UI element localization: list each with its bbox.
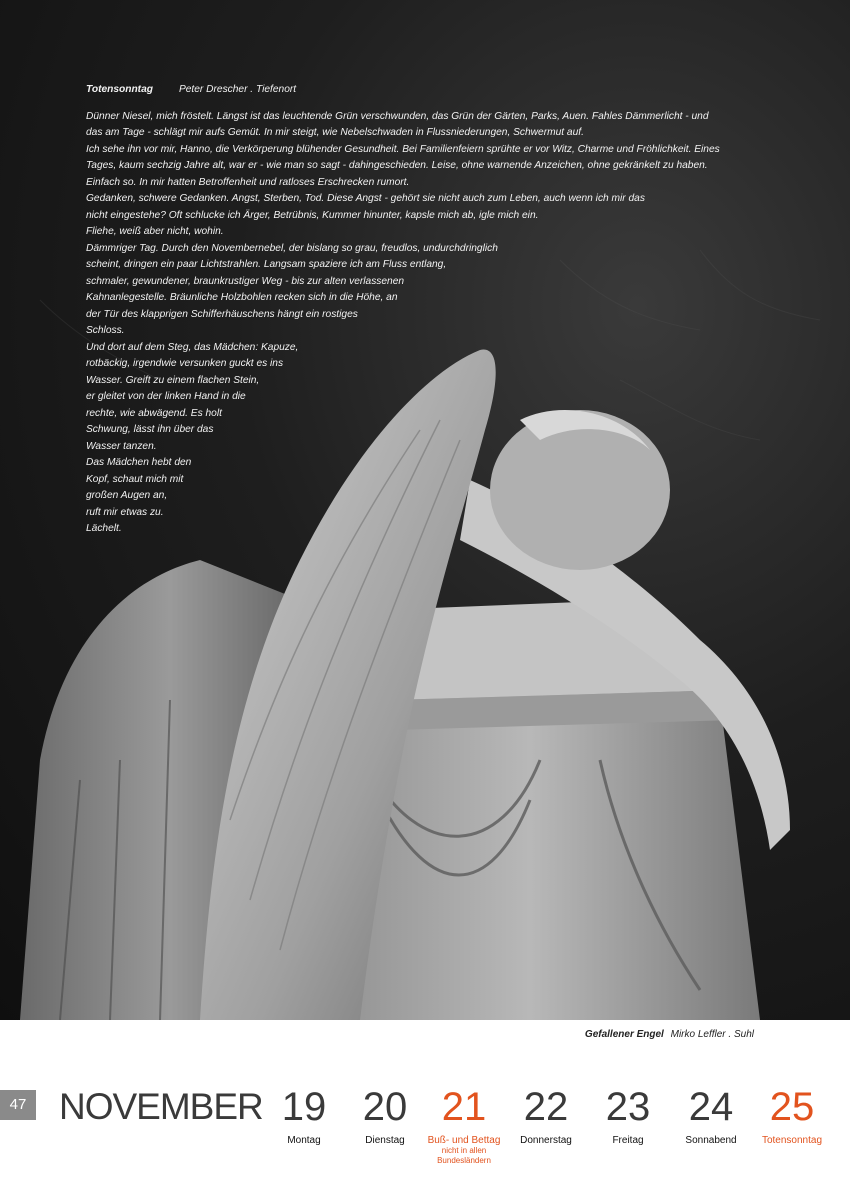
day-number: 21	[441, 1085, 487, 1129]
caption-author: Mirko Leffler . Suhl	[670, 1029, 754, 1040]
poem-line: Wasser. Greift zu einem flachen Stein,	[86, 374, 260, 386]
poem-body	[86, 109, 786, 538]
poem-line: er gleitet von der linken Hand in die	[86, 391, 246, 402]
poem-line: Tages, kaum sechzig Jahre alt, war er - wie man so sagt - dahingeschieden. Leise, ohne warnende Anzeichen, ohne gekränkelt zu haben.	[86, 160, 708, 171]
day-22	[503, 1081, 589, 1146]
day-24	[668, 1081, 754, 1146]
day-25	[749, 1081, 835, 1146]
day-name: Sonnabend	[685, 1135, 737, 1146]
caption-title: Gefallener Engel	[584, 1029, 664, 1040]
poem-line: großen Augen an,	[86, 490, 168, 501]
day-name: Donnerstag	[520, 1135, 572, 1146]
day-name: Freitag	[612, 1135, 644, 1146]
poem-line: Dünner Niesel, mich fröstelt. Längst ist das leuchtende Grün verschwunden, das Grün der Gärten, Parks, Auen. Fahles Dämmerlicht - und	[86, 110, 709, 122]
poem-line: Wasser tanzen.	[86, 440, 157, 452]
day-21	[421, 1081, 507, 1166]
poem-line: schmaler, gewundener, braunkrustiger Weg - bis zur alten verlassenen	[86, 275, 405, 287]
day-number: 19	[281, 1085, 327, 1129]
poem-line: rotbäckig, irgendwie versunken guckt es ins	[86, 358, 284, 369]
poem-line: das am Tage - schlägt mir aufs Gemüt. In mir steigt, wie Nebelschwaden in Flussniederungen, Schwermut auf.	[86, 127, 584, 138]
day-name: Montag	[287, 1135, 321, 1146]
poem-line: Kahnanlegestelle. Bräunliche Holzbohlen recken sich in die Höhe, an	[86, 292, 398, 303]
photo-caption	[585, 1029, 754, 1040]
day-19	[261, 1081, 347, 1146]
poem-line: Das Mädchen hebt den	[86, 457, 192, 468]
poem-line: Ich sehe ihn vor mir, Hanno, die Verkörperung blühender Gesundheit. Bei Familienfeiern sprühte er vor Witz, Charme und Fröhlichkeit. Eines	[86, 143, 720, 155]
poem-line: Und dort auf dem Steg, das Mädchen: Kapuze,	[86, 341, 299, 353]
poem-title: Totensonntag	[86, 84, 153, 95]
poem-line: ruft mir etwas zu.	[86, 506, 164, 518]
poem-text	[86, 82, 786, 538]
page-number: 47	[0, 1090, 36, 1120]
day-name: Totensonntag	[761, 1135, 823, 1146]
day-name: Dienstag	[365, 1135, 405, 1146]
day-number: 23	[605, 1085, 651, 1129]
month-name: NOVEMBER	[59, 1086, 263, 1127]
poem-line: scheint, dringen ein paar Lichtstrahlen. Langsam spaziere ich am Fluss entlang,	[86, 259, 447, 270]
poem-line: Kopf, schaut mich mit	[86, 473, 184, 485]
day-number: 25	[769, 1085, 815, 1129]
day-20	[342, 1081, 428, 1146]
day-number: 20	[362, 1085, 408, 1129]
poem-line: rechte, wie abwägend. Es holt	[86, 407, 222, 419]
poem-line: Fliehe, weiß aber nicht, wohin.	[86, 226, 224, 237]
day-name: Buß- und Bettag	[427, 1135, 501, 1146]
poem-line: der Tür des klapprigen Schifferhäuschens hängt ein rostiges	[86, 308, 358, 320]
poem-line: Schloss.	[86, 325, 125, 336]
poem-line: nicht eingestehe? Oft schlucke ich Ärger, Betrübnis, Kummer hinunter, kapsle mich ab, igle mich ein.	[86, 209, 539, 221]
day-note: nicht in allen Bundesländern	[437, 1146, 491, 1165]
poem-line: Einfach so. In mir hatten Betroffenheit und ratloses Erschrecken rumort.	[86, 176, 410, 188]
day-number: 24	[688, 1085, 734, 1129]
poem-line: Schwung, lässt ihn über das	[86, 424, 214, 435]
day-number: 22	[523, 1085, 569, 1129]
poem-line: Lächelt.	[86, 523, 122, 534]
poem-line: Dämmriger Tag. Durch den Novembernebel, der bislang so grau, freudlos, undurchdringlich	[86, 242, 498, 254]
day-23	[585, 1081, 671, 1146]
poem-line: Gedanken, schwere Gedanken. Angst, Sterben, Tod. Diese Angst - gehört sie nicht auch zum Leben, auch wenn ich mir das	[86, 193, 645, 204]
poem-author: Peter Drescher . Tiefenort	[178, 84, 297, 95]
